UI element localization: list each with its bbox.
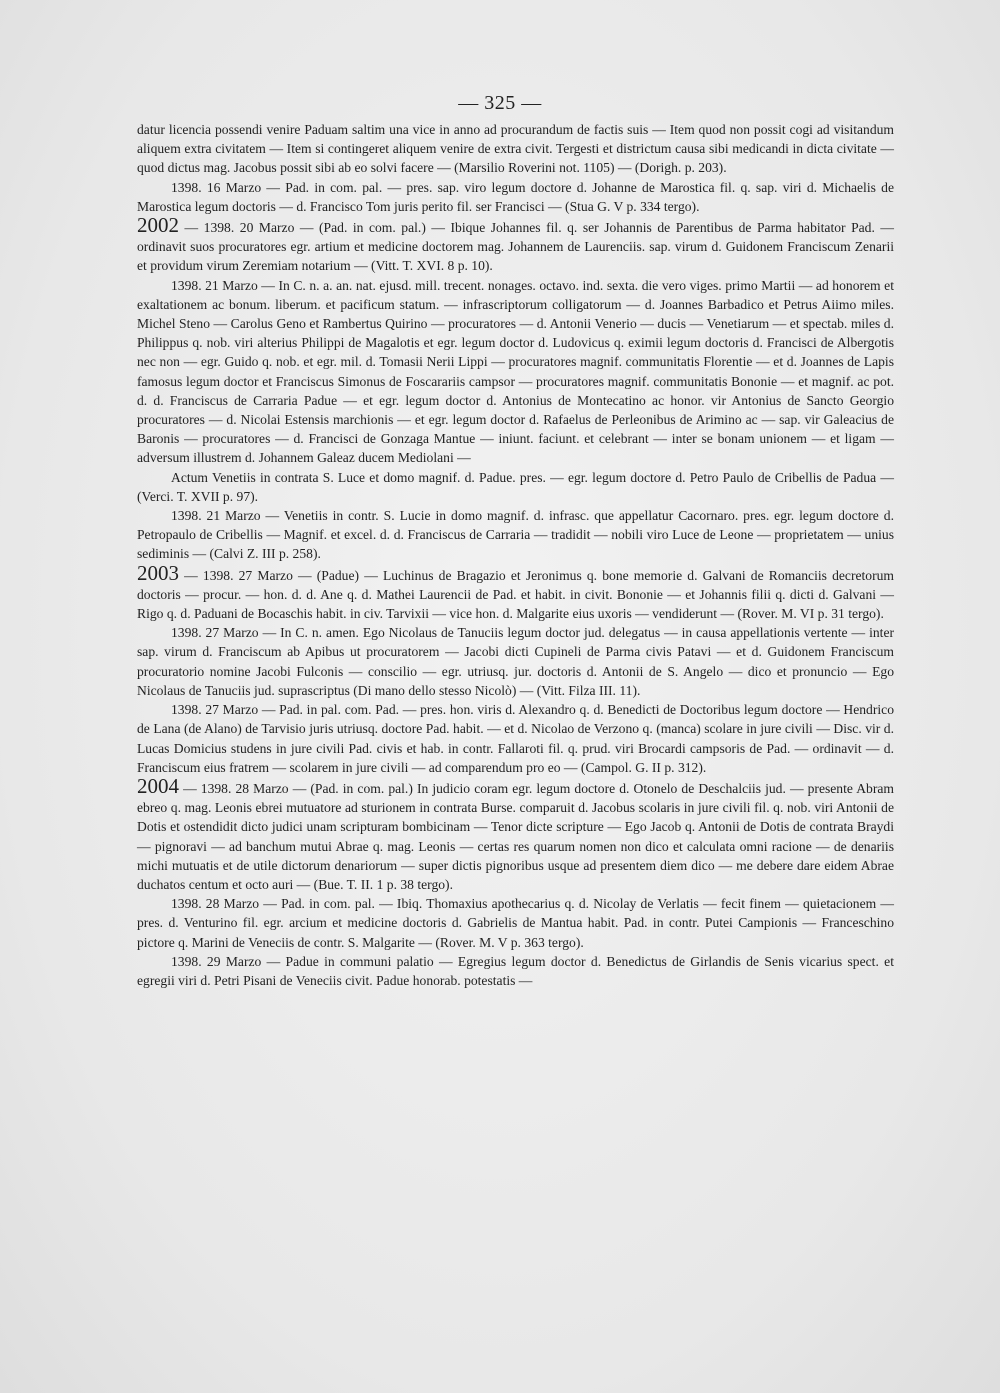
paragraph-text: datur licencia possendi venire Paduam saltim una vice in anno ad procurandum de factis suis — Item quod non possit cogi ad visitandum aliquem extra civitatem — Item si contingeret aliquem venire de extra civit. Tergesti et districtum causa sibi medicandi in dicta civitate — quod dictus mag. Jacobus possit sibi ab eo solvi facere — (Marsilio Roverini not. 1105) — (Dorigh. p. 203).	[137, 122, 894, 176]
paragraph	[137, 506, 894, 564]
paragraph-text: 1398. 27 Marzo — In C. n. amen. Ego Nicolaus de Tanuciis legum doctor jud. delegatus — in causa appellationis vertente — inter sap. virum d. Franciscum ab Apibus ut procuratorem — Jacobi dicti Cupineli de Parma civis Patavi — et d. Guidonem Franciscum procuratorio nomine Jacobi Fulconis — conscilio — egr. utriusq. jur. doctoris d. Antonii de S. Angelo — dico et pronuncio — Ego Nicolaus de Tanuciis jud. suprascriptus (Di mano dello stesso Nicolò) — (Vitt. Filza III. 11).	[137, 625, 894, 698]
document-number: 2004	[137, 773, 179, 798]
paragraph-text: 1398. 28 Marzo — Pad. in com. pal. — Ibiq. Thomaxius apothecarius q. d. Nicolay de Verlatis — fecit finem — quietacionem — pres. d. Venturino fil. egr. arcium et medicine doctoris d. Gabrielis de Mantua habit. Pad. in contr. Putei Campionis — Franceschino pictore q. Marini de Veneciis de contr. S. Malgarite — (Rover. M. V p. 363 tergo).	[137, 896, 894, 950]
document-entry	[137, 213, 894, 276]
document-entry	[137, 560, 894, 624]
paragraph-text: — 1398. 28 Marzo — (Pad. in com. pal.) In judicio coram egr. legum doctore d. Otonelo de Deschalciis jud. — presente Abram ebreo q. mag. Leonis ebrei mutuatore ad sturionem in contrata Burse. comparuit d. Jacobus scolaris in jure civili fil. q. nob. viri Antonii de Dotis et ostendidit dicto judici unam scripturam bombicinam — Tenor dicte scripture — Ego Jacob q. Antonii de Dotis de contrata Braydi — pignoravi — ad banchum mutui Abrae q. mag. Leonis — certas res quarum nomen non dico et calculata omni racione — de denariis michi mutuatis et de utile dictorum denariorum — super dictis pignoribus usque ad presentem diem dico — me debere dare eidem Abrae duchatos centum et octo auri — (Bue. T. II. 1 p. 38 tergo).	[137, 780, 894, 892]
paragraph	[137, 276, 894, 468]
document-number: 2003	[137, 560, 179, 585]
paragraph-text: Actum Venetiis in contrata S. Luce et domo magnif. d. Padue. pres. — egr. legum doctore d. Petro Paulo de Cribellis de Padua — (Verci. T. XVII p. 97).	[137, 469, 894, 504]
paragraph-text: 1398. 27 Marzo — Pad. in pal. com. Pad. — pres. hon. viris d. Alexandro q. d. Benedicti de Doctoribus legum doctore — Hendrico de Lana (de Alano) de Tarvisio juris utriusq. doctore Pad. habit. — et d. Nicolao de Verzono q. (manca) scolare in jure civili — Disc. vir d. Lucas Domicius studens in jure civili Pad. civis et hab. in contr. Fallaroti fil. q. prud. viri Brocardi campsoris de Pad. — ordinavit — d. Franciscum eius fratrem — scolarem in jure civili — ad comparendum pro eo — (Campol. G. II p. 312).	[137, 702, 894, 775]
paragraph-text: 1398. 21 Marzo — Venetiis in contr. S. Lucie in domo magnif. d. infrasc. que appellatur Cacornaro. pres. egr. legum doctore d. Petropaulo de Cribellis — Magnif. et excel. d. d. Franciscus de Carraria — tradidit — nobili viro Luce de Leone — proprietatem — unius sediminis — (Calvi Z. III p. 258).	[137, 508, 894, 562]
paragraph	[137, 623, 894, 700]
paragraph	[137, 178, 894, 216]
paragraph	[137, 700, 894, 777]
paragraph	[137, 468, 894, 506]
paragraph-text: — 1398. 27 Marzo — (Padue) — Luchinus de Bragazio et Jeronimus q. bone memorie d. Galvani de Romanciis decretorum doctoris — procur. — hon. d. d. Ane q. d. Mathei Laurencii de Pad. et habit. in civit. Bononie — et Johannis filii q. dicti d. Galvani — Rigo q. d. Paduani de Bocaschis habit. in civ. Tarvixii — vice hon. d. Malgarite eius uxoris — vendiderunt — (Rover. M. VI p. 31 tergo).	[137, 567, 894, 622]
document-entry	[137, 773, 894, 894]
paragraph-text: 1398. 21 Marzo — In C. n. a. an. nat. ejusd. mill. trecent. nonages. octavo. ind. sexta. die vero viges. primo Martii — ad honorem et exaltationem ac bonum. liberum. et pacificum statum. — infrascriptorum colligatorum — d. Joannes Barbadico et Petrus Aiimo miles. Michel Steno — Carolus Geno et Rambertus Quirino — procuratores — d. Antonii Venerio — ducis — Venetiarum — et spectab. miles d. Philippus q. nob. viri alterius Philippi de Magalotis et egr. legum doctor d. Ludovicus q. eximii legum doctoris d. Francisci de Albergotis nec non — egr. Guido q. nob. et egr. mil. d. Tomasii Nerii Lippi — procuratores magnif. communitatis Florentie — et d. Joannes de Lapis famosus legum doctor et Franciscus Simonus de Foscarariis campsor — procuratores magnif. communitatis Bononie — et magnif. ac pot. d. d. Franciscus de Carraria Padue — et egr. legum doctor d. Antonius de Montecatino ac honor. vir Antonius de Sancto Georgio procuratores — d. Nicolai Estensis marchionis — et egr. legum doctor d. Rafaelus de Perleonibus de Arimino ac — sap. vir Galeacius de Baronis — procuratores — d. Francisci de Gonzaga Mantue — iniunt. faciunt. et celebrant — inter se bonam unionem — et ligam — adversum illustrem d. Johannem Galeaz ducem Mediolani —	[137, 277, 894, 466]
paragraph	[137, 120, 894, 178]
paragraph-text: — 1398. 20 Marzo — (Pad. in com. pal.) — Ibique Johannes fil. q. ser Johannis de Parentibus de Parma habitator Pad. — ordinavit suos procuratores egr. artium et medicine doctorem mag. Johannem de Laurenciis. sap. virum d. Guidonem Franciscum Zenarii et providum virum Zeremiam notarium — (Vitt. T. XVI. 8 p. 10).	[137, 220, 894, 274]
document-number: 2002	[137, 213, 179, 238]
body-text	[137, 120, 894, 990]
page-number: — 325 —	[458, 92, 542, 114]
paragraph-text: 1398. 16 Marzo — Pad. in com. pal. — pres. sap. viro legum doctore d. Johanne de Marostica fil. q. sap. viri d. Michaelis de Marostica legum doctoris — d. Francisco Tom juris perito fil. ser Francisci — (Stua G. V p. 334 tergo).	[137, 179, 894, 214]
paragraph	[137, 952, 894, 990]
paragraph	[137, 894, 894, 952]
paragraph-text: 1398. 29 Marzo — Padue in communi palatio — Egregius legum doctor d. Benedictus de Girlandis de Senis vicarius spect. et egregii viri d. Petri Pisani de Veneciis civit. Padue honorab. potestatis —	[137, 953, 894, 988]
